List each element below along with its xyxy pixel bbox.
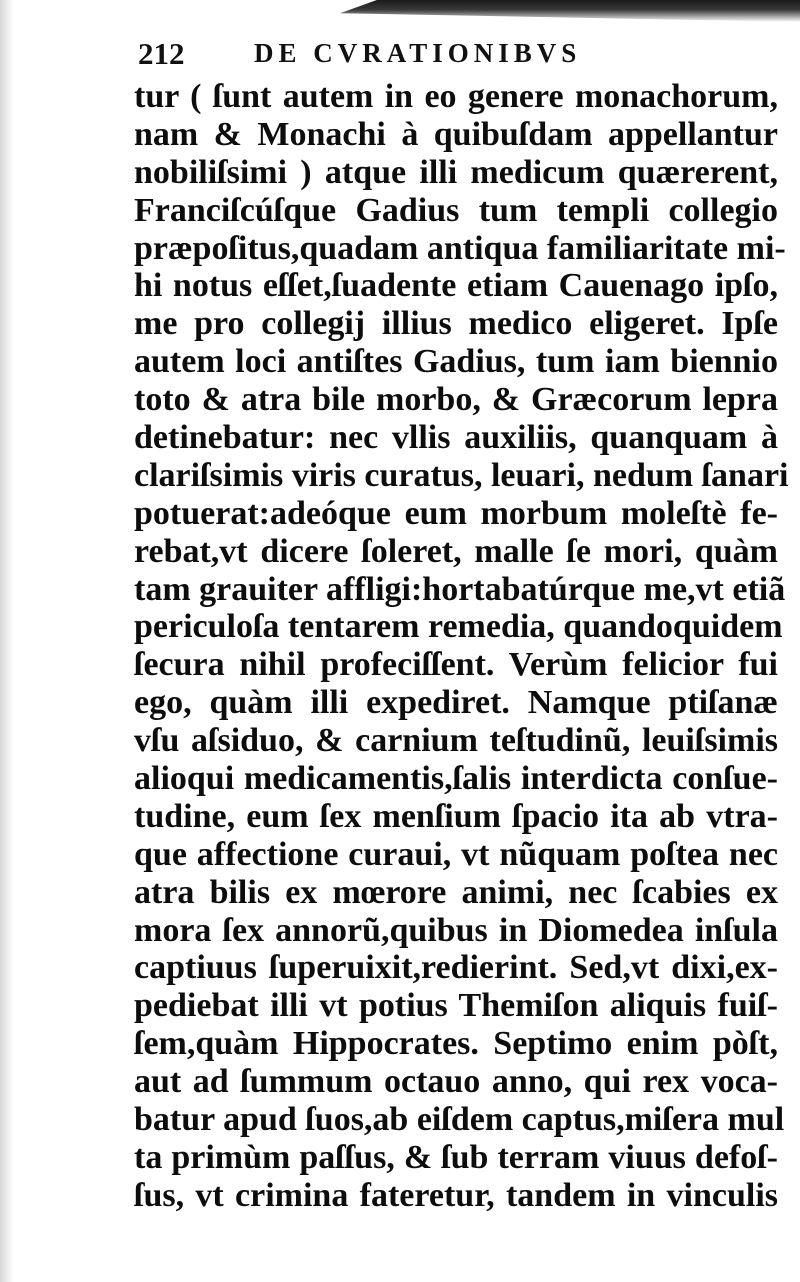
text-line: mora ſex annorũ,quibus in Diomedea inſula <box>134 911 778 949</box>
page-number: 212 <box>138 36 185 71</box>
text-line: que affectione curaui, vt nũquam poſtea nec <box>134 835 778 873</box>
text-line: batur apud ſuos,ab eiſdem captus,miſera mul <box>134 1101 785 1139</box>
text-line: hi notus eſſet,ſuadente etiam Cauenago ipſo, <box>134 267 778 305</box>
text-line: Franciſcúſque Gadius tum templi collegio <box>134 191 778 229</box>
text-line: aut ad ſummum octauo anno, qui rex voca- <box>134 1063 778 1101</box>
text-line: rebat,vt dicere ſoleret, malle ſe mori, quàm <box>134 532 778 570</box>
text-line: tudine, eum ſex menſium ſpacio ita ab vtra- <box>134 797 778 835</box>
text-line: vſu aſsiduo, & carnium teſtudinũ, leuiſsimis <box>134 722 778 760</box>
text-line: periculoſa tentarem remedia, quandoquidem <box>134 608 783 646</box>
text-line: atra bilis ex mœrore animi, nec ſcabies ex <box>134 873 778 911</box>
text-line: alioqui medicamentis,ſalis interdicta conſue- <box>134 760 778 798</box>
text-line: autem loci antiſtes Gadius, tum iam biennio <box>134 343 778 381</box>
text-line: ſem,quàm Hippocrates. Septimo enim pòſt, <box>134 1025 778 1063</box>
text-line: captiuus ſuperuixit,redierint. Sed,vt dixi,ex- <box>134 949 778 987</box>
text-line: nobiliſsimi ) atque illi medicum quærerent, <box>134 153 778 191</box>
gutter-shadow <box>0 0 14 1282</box>
text-line: detinebatur: nec vllis auxiliis, quanquam à <box>134 419 778 457</box>
text-line: ego, quàm illi expediret. Namque ptiſanæ <box>134 684 778 722</box>
text-line: pediebat illi vt potius Themiſon aliquis fuiſ- <box>134 987 778 1025</box>
text-line: potuerat:adeóque eum morbum moleſtè fe- <box>134 494 778 532</box>
text-line: me pro collegij illius medico eligeret. Ipſe <box>134 305 778 343</box>
body-text <box>134 78 789 1215</box>
text-line: nam & Monachi à quibuſdam appellantur <box>134 115 778 153</box>
text-line: ta primùm paſſus, & ſub terram viuus defoſ- <box>134 1138 778 1176</box>
text-line: præpoſitus,quadam antiqua familiaritate mi- <box>134 229 786 267</box>
text-line: ſus, vt crimina fateretur, tandem in vinculis <box>134 1176 778 1214</box>
running-title: DE CVRATIONIBVS <box>254 38 582 68</box>
text-line: tur ( ſunt autem in eo genere monachorum, <box>134 78 778 115</box>
text-line: ſecura nihil profeciſſent. Verùm felicior fui <box>134 646 778 684</box>
running-head <box>138 30 778 74</box>
text-line: toto & atra bile morbo, & Græcorum lepra <box>134 381 778 419</box>
text-line: tam grauiter affligi:hortabatúrque me,vt etiã <box>134 570 786 608</box>
text-line: clariſsimis viris curatus, leuari, nedum ſanari <box>134 456 789 494</box>
scan-edge-shadow <box>340 0 800 22</box>
